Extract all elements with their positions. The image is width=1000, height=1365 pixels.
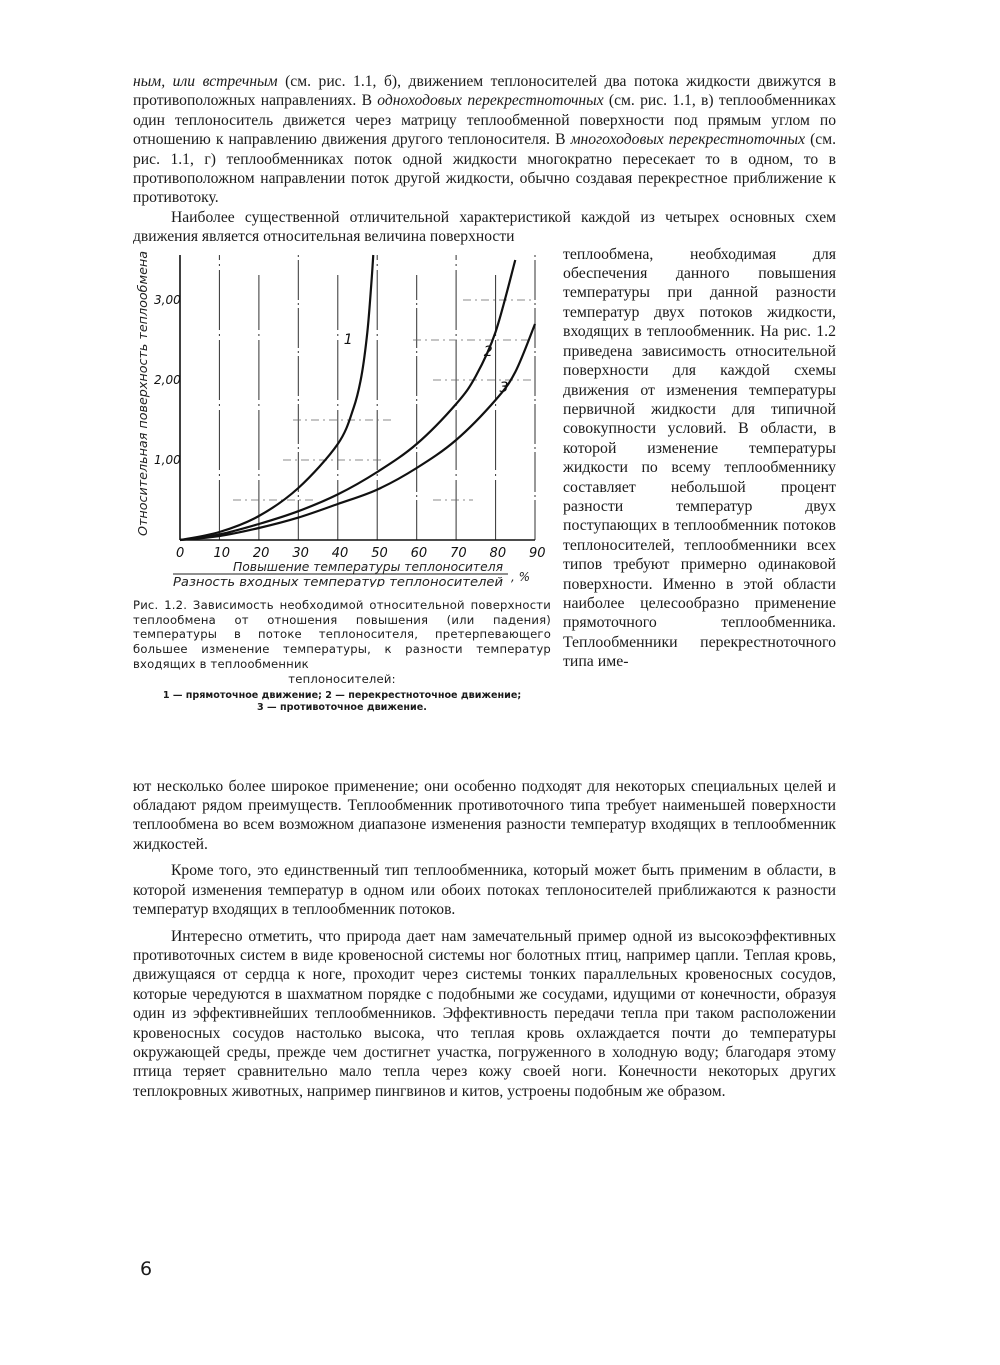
caption-legend xyxy=(133,690,551,714)
paragraph-2-right: теплообмена, необходимая для обеспечения данного повышения температуры при данной разности температур двух потоков жидкости, входящих в теплообменник. На рис. 1.2 приведена зависимость относительной поверхности для каждой схемы движения от изменения температуры первичной жидкости для типичной совокупности условий. В области, в которой изменение температуры жидкости по всему теплообменнику составляет небольшой процент разности температур двух поступающих в теплообменник потоков теплоносителей, теплообменники всех типов требуют примерно одинаковой поверхности. Именно в этой области наиболее целесообразно применение прямоточного теплообменника. Теплообменники перекрестноточного типа име- xyxy=(563,245,836,671)
paragraph-2-continued: ют несколько более широкое применение; они особенно подходят для некоторых специальных целей и обладают рядом преимуществ. Теплообменник противоточного типа требует наименьшей поверхности теплообмена во всем возможном диапазоне изменения разности температур входящих в теплообменник жидкостей. xyxy=(133,777,836,853)
x-axis-label-numerator: Повышение температуры теплоносителя xyxy=(233,558,504,574)
curve-label-3: 3 xyxy=(499,379,509,396)
paragraph-4: Интересно отметить, что природа дает нам замечательный пример одной из высокоэффективных противоточных систем в виде кровеносной системы ног болотных птиц, например цапли. Теплая кровь, движущаяся от сердца к ноге, проходит через системы тонких параллельных кровеносных сосудов, которые чередуются в шахматном порядке с подобными же сосудами, идущими от конечности, образуя один из эффективнейших теплообменников. Эффективность передачи тепла при таком расположении кровеносных сосудов настолько высока, что теплая кровь охлаждается почти до температуры окружающей среды, прежде чем достигнет участка, погруженного в холодную воду; благодаря этому птица теряет сравнительно мало тепла через кожу своей ноги. Конечности некоторых других теплокровных животных, например пингвинов и китов, устроены подобным же образом. xyxy=(133,927,836,1100)
x-tick-label: 40 xyxy=(331,545,349,561)
text-segment: (см. рис. 1.1, б), движением теплоносителей два потока жидкости движутся в противоположных направлениях. В xyxy=(133,73,836,110)
right-text-column xyxy=(563,245,836,672)
paragraph-2-intro: Наиболее существенной отличительной характеристикой каждой из четырех основных схем движения является относительная величина поверхности xyxy=(133,208,836,246)
y-tick-label: 1,00 xyxy=(154,452,181,467)
x-tick-label: 20 xyxy=(252,545,270,561)
paragraph-top xyxy=(133,72,836,208)
y-tick-label: 2,00 xyxy=(154,372,181,387)
x-tick-label: 10 xyxy=(213,545,230,561)
text-segment: ным, или xyxy=(133,73,203,90)
x-tick-label: 0 xyxy=(176,545,185,561)
x-axis-label-denominator: Разность входных температур теплоносителей xyxy=(173,573,503,587)
text-segment: встречным xyxy=(202,73,278,90)
curve-label-1: 1 xyxy=(343,331,353,348)
x-tick-label: 50 xyxy=(371,545,388,561)
x-tick-label: 90 xyxy=(529,545,546,561)
figure-and-text-split xyxy=(133,247,836,777)
x-tick-label: 30 xyxy=(292,545,309,561)
x-tick-label: 80 xyxy=(489,545,507,561)
x-tick-label: 60 xyxy=(410,545,428,561)
document-page xyxy=(133,72,836,1101)
text-segment: одноходовых перекрестноточных xyxy=(377,92,604,110)
page-number: 6 xyxy=(140,1258,153,1280)
chart-relative-surface xyxy=(133,247,551,587)
x-axis-unit: , % xyxy=(511,569,531,584)
x-tick-label: 70 xyxy=(450,545,467,561)
curve-3 xyxy=(180,324,535,540)
text-segment: (см. рис. 1.1, г) теплообменниках поток одной жидкости многократно пересекает то в одном, то в противоположном направлении поток другой жидкости, обычно создавая перекрестное приближение к противотоку. xyxy=(133,131,836,207)
caption-main: Рис. 1.2. Зависимость необходимой относительной поверхности теплообмена от отношения повышения (или падения) температуры в потоке теплоносителя, претерпевающего большее изменение температуры, к разности температур входящих в теплообменник теплоносителей: xyxy=(133,597,551,687)
curve-label-2: 2 xyxy=(483,343,493,360)
figure-caption xyxy=(133,598,551,714)
figure-1-2 xyxy=(133,247,551,714)
curve-2 xyxy=(180,260,515,540)
caption-last-line: теплоносителей: xyxy=(288,672,396,687)
text-segment: многоходовых перекрестноточных xyxy=(570,131,806,149)
paragraph-3: Кроме того, это единственный тип теплообменника, который может быть применим в области, в которой изменения температур в одном или обоих потоках теплоносителей приближаются к разности температур входящих в теплообменник потоков. xyxy=(133,862,836,919)
text-segment: (см. рис. 1.1, в) теплообменниках один теплоноситель движется через матрицу теплообменной поверхности под прямым углом по отношению к направлению движения другого теплоносителя. В xyxy=(133,92,836,149)
y-tick-label: 3,00 xyxy=(154,292,181,307)
curve-1 xyxy=(180,255,373,540)
legend-line-1: 1 — прямоточное движение; 2 — перекрестноточное движение; xyxy=(162,690,522,702)
y-axis-label: Относительная поверхность теплообмена xyxy=(135,255,150,536)
legend-line-2: 3 — противоточное движение. xyxy=(257,702,427,714)
